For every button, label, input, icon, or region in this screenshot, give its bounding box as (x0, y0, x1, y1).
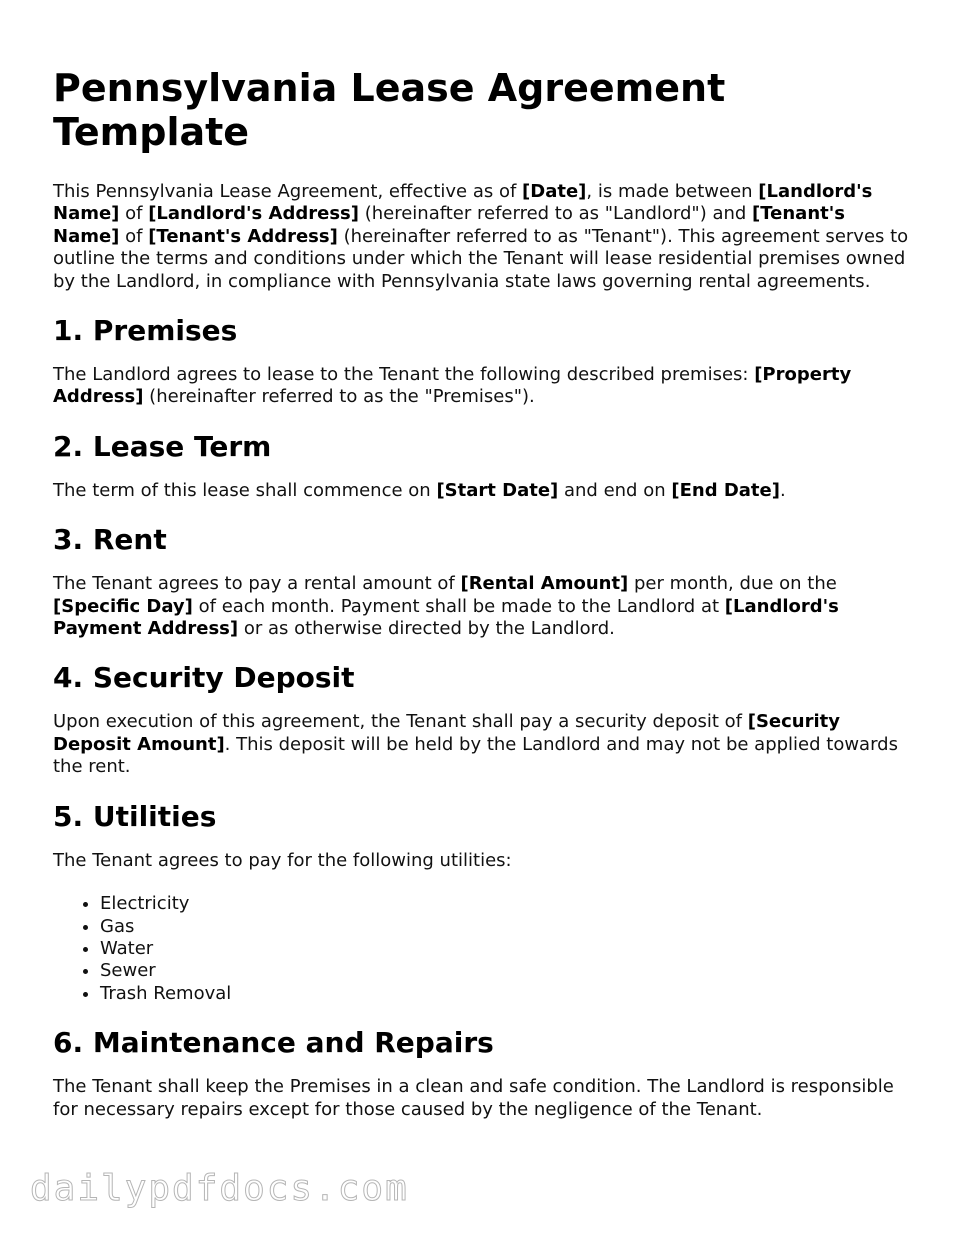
placeholder-specific-day: [Specific Day] (53, 595, 193, 617)
intro-text: (hereinafter referred to as "Tenant"). This agreement serves to outline the terms and conditions under which the Tenant will lease residential premises owned by the Landlord, in compliance with Pennsylvania state laws governing rental agreements. (53, 225, 909, 292)
lease-term-paragraph (53, 480, 913, 502)
list-item: • Gas (100, 916, 913, 938)
intro-text: of (119, 225, 149, 247)
rent-text: per month, due on the (628, 573, 837, 595)
security-deposit-paragraph (53, 711, 913, 778)
lease-term-text: and end on (558, 479, 672, 501)
placeholder-start-date: [Start Date] (436, 479, 559, 501)
utilities-paragraph: The Tenant agrees to pay for the following utilities: (53, 849, 512, 871)
intro-text: of (119, 203, 149, 225)
placeholder-tenant-name: [Tenant's Name] (53, 203, 845, 247)
placeholder-landlord-name: [Landlord's Name] (53, 181, 873, 225)
placeholder-tenant-address: [Tenant's Address] (148, 225, 338, 247)
rent-text: or as otherwise directed by the Landlord. (238, 618, 615, 640)
security-deposit-text: . This deposit will be held by the Landlord and may not be applied towards the rent. (53, 733, 898, 778)
section-heading-security-deposit: 4. Security Deposit (53, 661, 355, 695)
list-item: • Water (100, 938, 913, 960)
premises-text: The Landlord agrees to lease to the Tenant the following described premises: (53, 364, 755, 386)
placeholder-security-deposit-amount: [Security Deposit Amount] (53, 711, 841, 755)
intro-paragraph (53, 181, 913, 293)
section-heading-maintenance: 6. Maintenance and Repairs (53, 1026, 494, 1060)
maintenance-paragraph: The Tenant shall keep the Premises in a clean and safe condition. The Landlord is responsible for necessary repairs except for those caused by the negligence of the Tenant. (53, 1076, 894, 1120)
rent-paragraph (53, 573, 913, 640)
premises-text: (hereinafter referred to as the "Premises"). (143, 386, 535, 408)
section-heading-lease-term: 2. Lease Term (53, 429, 272, 463)
lease-term-text: . (779, 479, 786, 501)
document-title: Pennsylvania Lease Agreement Template (53, 66, 726, 154)
list-item: • Electricity (100, 893, 913, 915)
security-deposit-text: Upon execution of this agreement, the Tenant shall pay a security deposit of (53, 711, 748, 733)
list-item: • Trash Removal (100, 983, 913, 1005)
placeholder-landlord-address: [Landlord's Address] (148, 203, 359, 225)
list-item: • Sewer (100, 960, 913, 982)
placeholder-end-date: [End Date] (671, 479, 780, 501)
rent-text: The Tenant agrees to pay a rental amount of (53, 573, 461, 595)
section-heading-premises: 1. Premises (53, 314, 238, 348)
intro-text: (hereinafter referred to as "Landlord") and (358, 203, 753, 225)
placeholder-property-address: [Property Address] (53, 364, 852, 408)
placeholder-date: [Date] (522, 181, 587, 202)
intro-text: This Pennsylvania Lease Agreement, effective as of (53, 181, 523, 202)
placeholder-payment-address: [Landlord's Payment Address] (53, 595, 839, 640)
placeholder-rental-amount: [Rental Amount] (460, 573, 629, 595)
intro-text: , is made between (586, 181, 759, 202)
utilities-list (53, 893, 913, 1005)
watermark: dailypdfdocs.com (30, 1168, 409, 1209)
lease-term-text: The term of this lease shall commence on (53, 479, 437, 501)
rent-text: of each month. Payment shall be made to the Landlord at (192, 595, 725, 617)
section-heading-utilities: 5. Utilities (53, 799, 217, 833)
premises-paragraph (53, 364, 913, 409)
document-page (53, 66, 913, 1142)
section-heading-rent: 3. Rent (53, 523, 167, 557)
